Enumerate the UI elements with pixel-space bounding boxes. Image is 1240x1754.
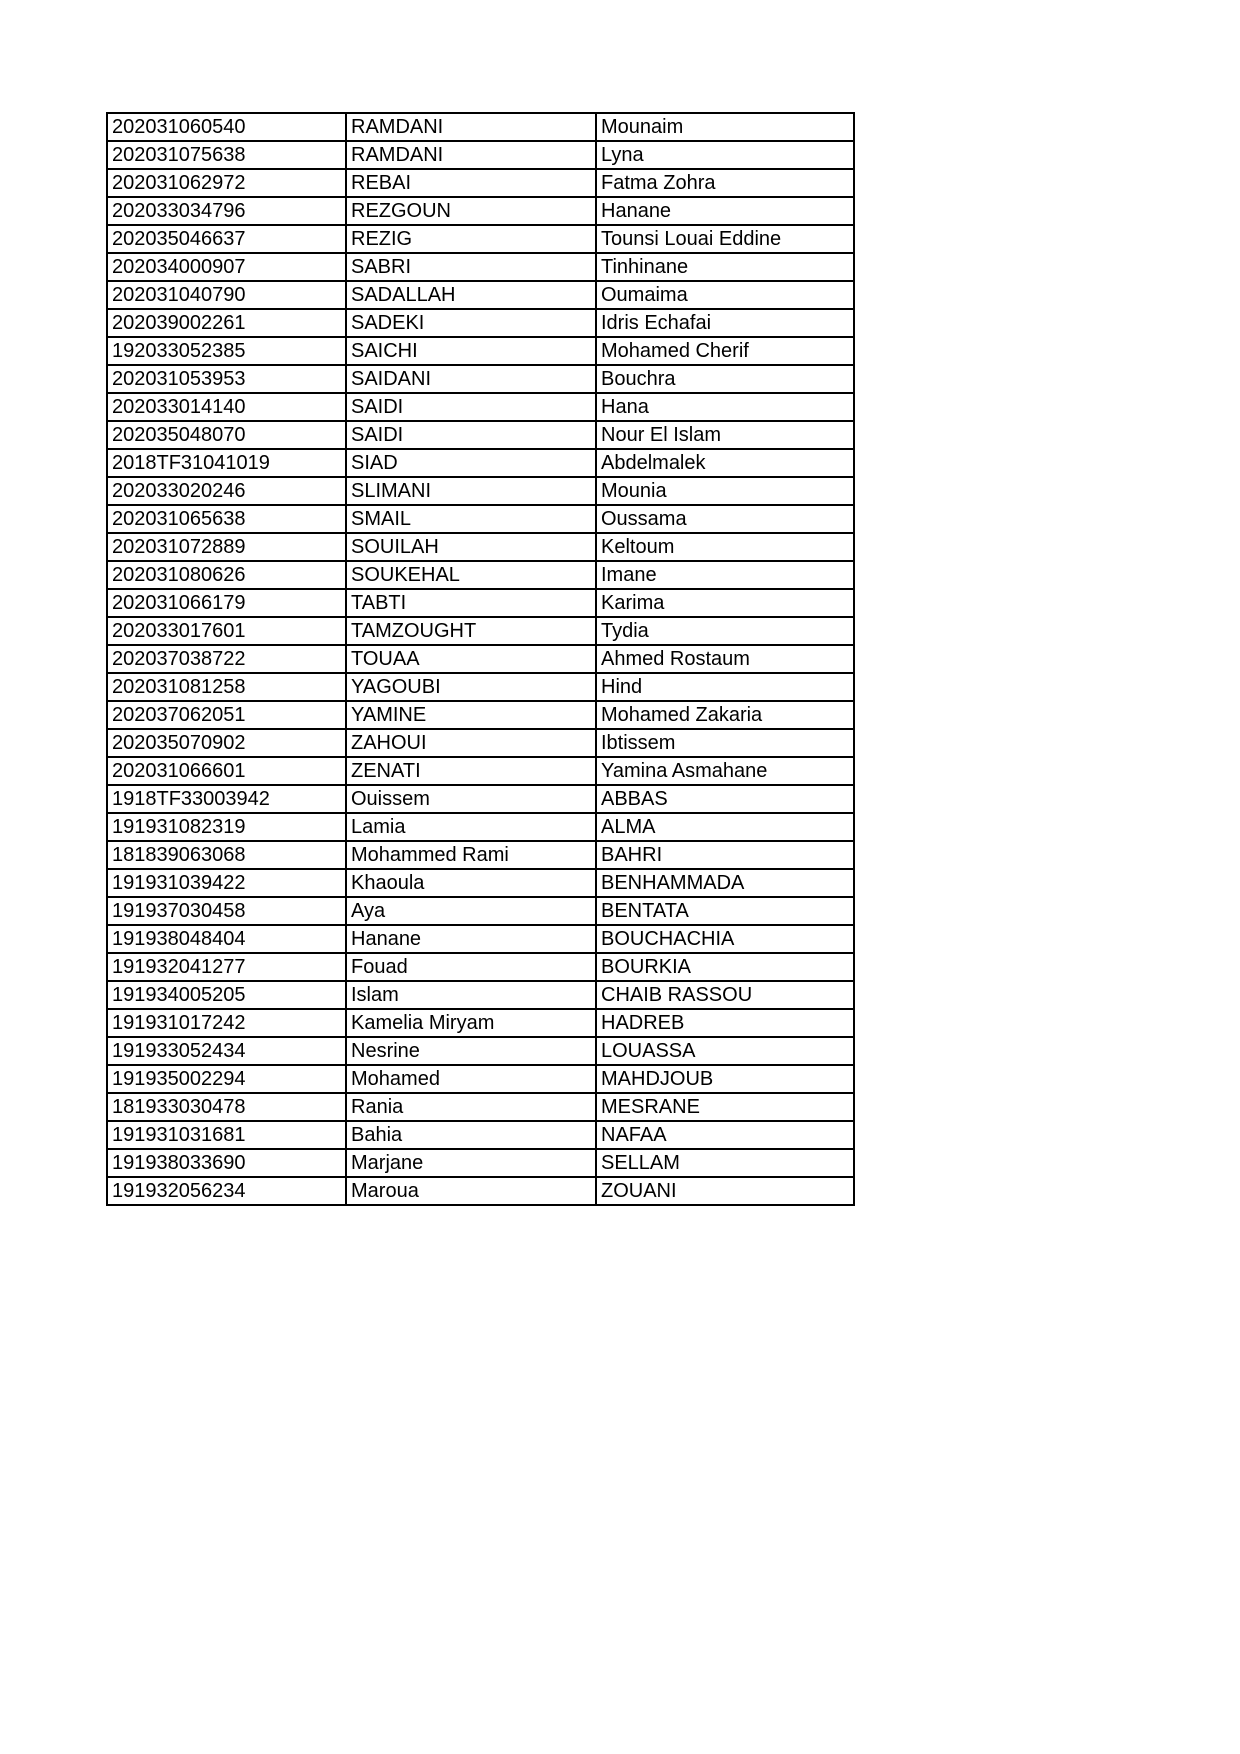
matricule-cell: 202031065638: [107, 505, 346, 533]
matricule-cell: 192033052385: [107, 337, 346, 365]
name-cell: ZAHOUI: [346, 729, 596, 757]
first-name-cell: ABBAS: [596, 785, 854, 813]
first-name-cell: Tounsi Louai Eddine: [596, 225, 854, 253]
table-row: [107, 589, 854, 617]
first-name-cell: Hanane: [596, 197, 854, 225]
first-name-cell: Tydia: [596, 617, 854, 645]
first-name-cell: HADREB: [596, 1009, 854, 1037]
table-row: [107, 953, 854, 981]
name-cell: REZGOUN: [346, 197, 596, 225]
first-name-cell: Nour El Islam: [596, 421, 854, 449]
table-row: [107, 785, 854, 813]
name-cell: SAICHI: [346, 337, 596, 365]
first-name-cell: BENTATA: [596, 897, 854, 925]
first-name-cell: Keltoum: [596, 533, 854, 561]
first-name-cell: NAFAA: [596, 1121, 854, 1149]
name-cell: ZENATI: [346, 757, 596, 785]
first-name-cell: Ahmed Rostaum: [596, 645, 854, 673]
name-cell: Maroua: [346, 1177, 596, 1205]
name-cell: SABRI: [346, 253, 596, 281]
first-name-cell: Yamina Asmahane: [596, 757, 854, 785]
name-cell: Marjane: [346, 1149, 596, 1177]
matricule-cell: 202033020246: [107, 477, 346, 505]
first-name-cell: Oussama: [596, 505, 854, 533]
name-cell: Aya: [346, 897, 596, 925]
matricule-cell: 202031060540: [107, 113, 346, 141]
matricule-cell: 202031075638: [107, 141, 346, 169]
table-row: [107, 1121, 854, 1149]
matricule-cell: 202031066179: [107, 589, 346, 617]
first-name-cell: CHAIB RASSOU: [596, 981, 854, 1009]
table-body: [107, 113, 854, 1205]
matricule-cell: 191931039422: [107, 869, 346, 897]
name-cell: Nesrine: [346, 1037, 596, 1065]
name-cell: Mohamed: [346, 1065, 596, 1093]
name-cell: Mohammed Rami: [346, 841, 596, 869]
name-cell: SMAIL: [346, 505, 596, 533]
table-row: [107, 393, 854, 421]
name-cell: RAMDANI: [346, 141, 596, 169]
name-cell: SLIMANI: [346, 477, 596, 505]
name-cell: SAIDI: [346, 393, 596, 421]
table-row: [107, 645, 854, 673]
first-name-cell: Bouchra: [596, 365, 854, 393]
matricule-cell: 191938033690: [107, 1149, 346, 1177]
name-cell: SAIDANI: [346, 365, 596, 393]
student-list-table: [106, 112, 855, 1206]
matricule-cell: 191934005205: [107, 981, 346, 1009]
table-row: [107, 253, 854, 281]
first-name-cell: Fatma Zohra: [596, 169, 854, 197]
first-name-cell: Mohamed Zakaria: [596, 701, 854, 729]
matricule-cell: 202033034796: [107, 197, 346, 225]
name-cell: REZIG: [346, 225, 596, 253]
first-name-cell: Karima: [596, 589, 854, 617]
matricule-cell: 202035048070: [107, 421, 346, 449]
matricule-cell: 191931017242: [107, 1009, 346, 1037]
matricule-cell: 191931082319: [107, 813, 346, 841]
matricule-cell: 202033017601: [107, 617, 346, 645]
first-name-cell: MAHDJOUB: [596, 1065, 854, 1093]
table-row: [107, 421, 854, 449]
matricule-cell: 202031062972: [107, 169, 346, 197]
table-row: [107, 533, 854, 561]
name-cell: Kamelia Miryam: [346, 1009, 596, 1037]
first-name-cell: SELLAM: [596, 1149, 854, 1177]
matricule-cell: 202033014140: [107, 393, 346, 421]
matricule-cell: 202037038722: [107, 645, 346, 673]
table-row: [107, 617, 854, 645]
table-row: [107, 1177, 854, 1205]
name-cell: TOUAA: [346, 645, 596, 673]
table-row: [107, 225, 854, 253]
name-cell: Bahia: [346, 1121, 596, 1149]
name-cell: Lamia: [346, 813, 596, 841]
first-name-cell: ALMA: [596, 813, 854, 841]
first-name-cell: BOURKIA: [596, 953, 854, 981]
first-name-cell: Oumaima: [596, 281, 854, 309]
first-name-cell: LOUASSA: [596, 1037, 854, 1065]
table-row: [107, 1093, 854, 1121]
first-name-cell: Tinhinane: [596, 253, 854, 281]
first-name-cell: Ibtissem: [596, 729, 854, 757]
table-row: [107, 365, 854, 393]
matricule-cell: 191938048404: [107, 925, 346, 953]
table-row: [107, 113, 854, 141]
matricule-cell: 202039002261: [107, 309, 346, 337]
table-row: [107, 981, 854, 1009]
matricule-cell: 202031053953: [107, 365, 346, 393]
name-cell: RAMDANI: [346, 113, 596, 141]
name-cell: SIAD: [346, 449, 596, 477]
table-row: [107, 197, 854, 225]
table-row: [107, 869, 854, 897]
matricule-cell: 202035070902: [107, 729, 346, 757]
table-row: [107, 925, 854, 953]
matricule-cell: 191931031681: [107, 1121, 346, 1149]
matricule-cell: 191933052434: [107, 1037, 346, 1065]
first-name-cell: BENHAMMADA: [596, 869, 854, 897]
table-row: [107, 757, 854, 785]
name-cell: Fouad: [346, 953, 596, 981]
table-row: [107, 309, 854, 337]
table-row: [107, 141, 854, 169]
table-row: [107, 841, 854, 869]
table-row: [107, 337, 854, 365]
table-row: [107, 561, 854, 589]
table-row: [107, 169, 854, 197]
first-name-cell: Mohamed Cherif: [596, 337, 854, 365]
name-cell: Khaoula: [346, 869, 596, 897]
name-cell: Ouissem: [346, 785, 596, 813]
table-row: [107, 1065, 854, 1093]
table-row: [107, 1009, 854, 1037]
first-name-cell: BOUCHACHIA: [596, 925, 854, 953]
first-name-cell: Lyna: [596, 141, 854, 169]
table-row: [107, 729, 854, 757]
name-cell: TABTI: [346, 589, 596, 617]
first-name-cell: Imane: [596, 561, 854, 589]
matricule-cell: 1918TF33003942: [107, 785, 346, 813]
matricule-cell: 202031072889: [107, 533, 346, 561]
matricule-cell: 191935002294: [107, 1065, 346, 1093]
matricule-cell: 181933030478: [107, 1093, 346, 1121]
table-row: [107, 701, 854, 729]
table-row: [107, 505, 854, 533]
name-cell: TAMZOUGHT: [346, 617, 596, 645]
name-cell: SADALLAH: [346, 281, 596, 309]
matricule-cell: 191932041277: [107, 953, 346, 981]
first-name-cell: Hind: [596, 673, 854, 701]
name-cell: YAGOUBI: [346, 673, 596, 701]
matricule-cell: 202031080626: [107, 561, 346, 589]
name-cell: SADEKI: [346, 309, 596, 337]
matricule-cell: 191932056234: [107, 1177, 346, 1205]
first-name-cell: Mounia: [596, 477, 854, 505]
name-cell: YAMINE: [346, 701, 596, 729]
name-cell: REBAI: [346, 169, 596, 197]
name-cell: Hanane: [346, 925, 596, 953]
matricule-cell: 202031081258: [107, 673, 346, 701]
table-row: [107, 897, 854, 925]
matricule-cell: 202031040790: [107, 281, 346, 309]
name-cell: SOUKEHAL: [346, 561, 596, 589]
matricule-cell: 2018TF31041019: [107, 449, 346, 477]
matricule-cell: 191937030458: [107, 897, 346, 925]
matricule-cell: 202037062051: [107, 701, 346, 729]
table-row: [107, 281, 854, 309]
table-row: [107, 673, 854, 701]
first-name-cell: Abdelmalek: [596, 449, 854, 477]
name-cell: Rania: [346, 1093, 596, 1121]
matricule-cell: 202031066601: [107, 757, 346, 785]
table-row: [107, 449, 854, 477]
table-row: [107, 813, 854, 841]
name-cell: Islam: [346, 981, 596, 1009]
first-name-cell: Mounaim: [596, 113, 854, 141]
matricule-cell: 202035046637: [107, 225, 346, 253]
first-name-cell: Hana: [596, 393, 854, 421]
first-name-cell: BAHRI: [596, 841, 854, 869]
table-row: [107, 1037, 854, 1065]
first-name-cell: ZOUANI: [596, 1177, 854, 1205]
name-cell: SOUILAH: [346, 533, 596, 561]
table-row: [107, 1149, 854, 1177]
matricule-cell: 181839063068: [107, 841, 346, 869]
matricule-cell: 202034000907: [107, 253, 346, 281]
first-name-cell: MESRANE: [596, 1093, 854, 1121]
first-name-cell: Idris Echafai: [596, 309, 854, 337]
table-row: [107, 477, 854, 505]
name-cell: SAIDI: [346, 421, 596, 449]
